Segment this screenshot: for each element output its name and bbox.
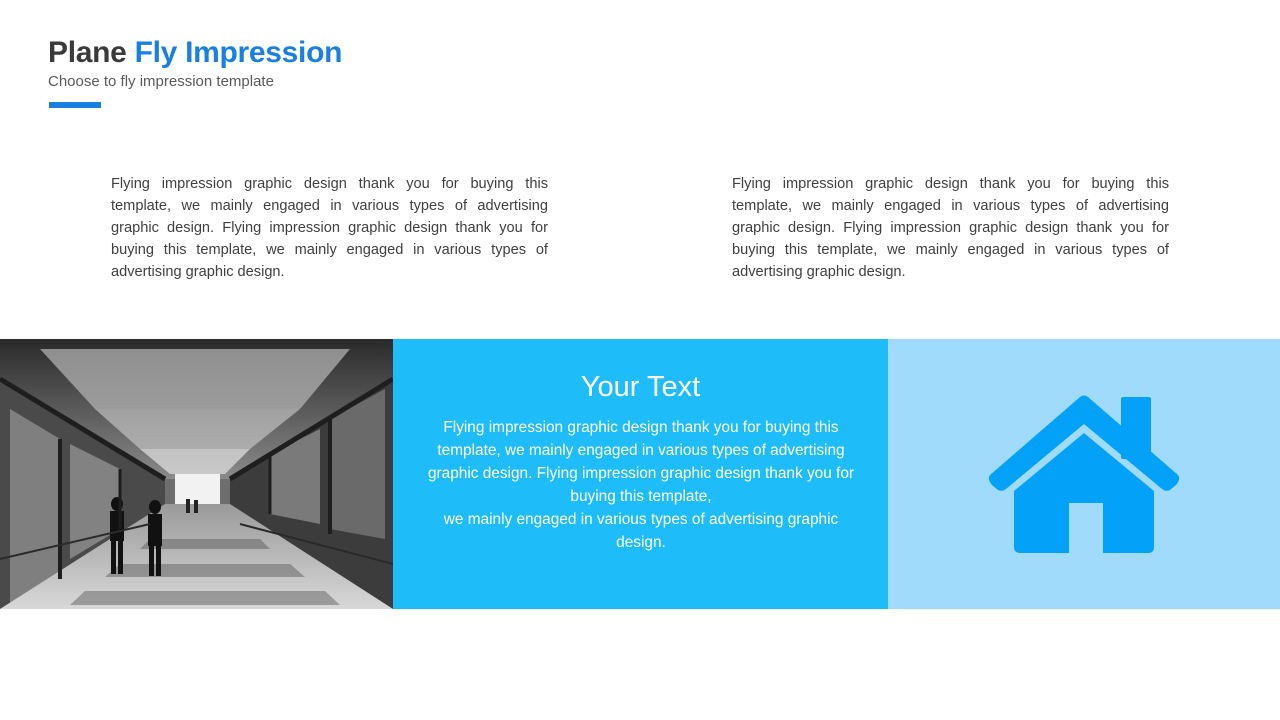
left-paragraph: Flying impression graphic design thank you for buying this template, we mainly engaged in various types of advertising graphic design. Flying impression graphic design thank you for buying this template, we mainly engaged in various types of advertising graphic design. — [111, 176, 548, 280]
title-part-fly-impression: Fly Impression — [134, 36, 343, 69]
feature-icon-panel — [888, 339, 1280, 609]
right-paragraph: Flying impression graphic design thank you for buying this template, we mainly engaged in various types of advertising graphic design. Flying impression graphic design thank you for buying this template, we mainly engaged in various types of advertising graphic design. — [732, 176, 1169, 280]
feature-body-line: Flying impression graphic design thank you for buying this template, we mainly engaged in various types of advertising graphic design. Flying impression graphic design thank you for buying this template, — [427, 419, 855, 505]
page-title — [48, 36, 342, 70]
walkway-photo — [0, 339, 393, 609]
page-subtitle: Choose to fly impression template — [48, 73, 274, 90]
title-accent-bar — [49, 102, 101, 108]
feature-heading: Your Text — [580, 371, 701, 403]
title-part-plane: Plane — [48, 36, 127, 69]
home-icon — [986, 395, 1182, 555]
feature-text-panel — [393, 339, 888, 609]
feature-body — [421, 416, 861, 554]
feature-body-line: we mainly engaged in various types of advertising graphic design. — [443, 511, 839, 551]
